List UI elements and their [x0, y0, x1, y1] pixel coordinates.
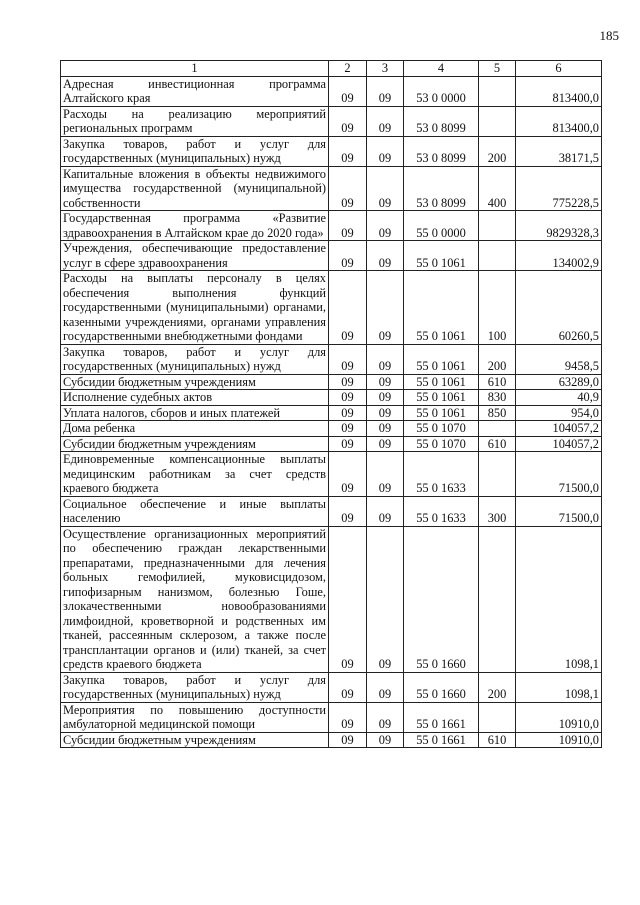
item-name: Дома ребенка [61, 421, 329, 437]
subsection-code: 09 [367, 271, 404, 345]
item-name: Капитальные вложения в объекты недвижимого имущества государственной (муниципальной) собственности [61, 166, 329, 211]
target-article-code: 55 0 1061 [404, 374, 479, 390]
target-article-code: 55 0 0000 [404, 211, 479, 241]
item-name: Закупка товаров, работ и услуг для государственных (муниципальных) нужд [61, 344, 329, 374]
subsection-code: 09 [367, 702, 404, 732]
section-code: 09 [329, 374, 367, 390]
target-article-code: 55 0 1660 [404, 526, 479, 672]
section-code: 09 [329, 211, 367, 241]
target-article-code: 55 0 1061 [404, 241, 479, 271]
table-row [61, 452, 602, 497]
column-header: 4 [404, 61, 479, 77]
expense-type-code: 610 [479, 732, 516, 748]
section-code: 09 [329, 241, 367, 271]
amount: 1098,1 [516, 672, 602, 702]
expense-type-code: 850 [479, 405, 516, 421]
item-name: Исполнение судебных актов [61, 390, 329, 406]
amount: 104057,2 [516, 436, 602, 452]
target-article-code: 55 0 1660 [404, 672, 479, 702]
amount: 60260,5 [516, 271, 602, 345]
section-code: 09 [329, 271, 367, 345]
subsection-code: 09 [367, 405, 404, 421]
item-name: Социальное обеспечение и иные выплаты населению [61, 496, 329, 526]
item-name: Субсидии бюджетным учреждениям [61, 374, 329, 390]
item-name: Мероприятия по повышению доступности амбулаторной медицинской помощи [61, 702, 329, 732]
expense-type-code: 200 [479, 672, 516, 702]
column-header: 6 [516, 61, 602, 77]
subsection-code: 09 [367, 436, 404, 452]
target-article-code: 55 0 1633 [404, 452, 479, 497]
expense-type-code [479, 211, 516, 241]
expense-type-code [479, 76, 516, 106]
subsection-code: 09 [367, 526, 404, 672]
target-article-code: 55 0 1061 [404, 390, 479, 406]
expense-type-code [479, 241, 516, 271]
subsection-code: 09 [367, 166, 404, 211]
amount: 813400,0 [516, 106, 602, 136]
expense-type-code [479, 526, 516, 672]
item-name: Субсидии бюджетным учреждениям [61, 436, 329, 452]
table-row [61, 526, 602, 672]
expense-type-code: 100 [479, 271, 516, 345]
table-row [61, 166, 602, 211]
subsection-code: 09 [367, 390, 404, 406]
item-name: Закупка товаров, работ и услуг для государственных (муниципальных) нужд [61, 672, 329, 702]
expense-type-code: 830 [479, 390, 516, 406]
section-code: 09 [329, 421, 367, 437]
subsection-code: 09 [367, 241, 404, 271]
subsection-code: 09 [367, 344, 404, 374]
column-header: 5 [479, 61, 516, 77]
page-number: 185 [599, 28, 619, 43]
target-article-code: 55 0 1061 [404, 405, 479, 421]
item-name: Учреждения, обеспечивающие предоставление услуг в сфере здравоохранения [61, 241, 329, 271]
column-header: 3 [367, 61, 404, 77]
table-row [61, 211, 602, 241]
amount: 40,9 [516, 390, 602, 406]
table-row [61, 241, 602, 271]
section-code: 09 [329, 452, 367, 497]
expense-type-code: 400 [479, 166, 516, 211]
item-name: Закупка товаров, работ и услуг для государственных (муниципальных) нужд [61, 136, 329, 166]
subsection-code: 09 [367, 452, 404, 497]
item-name: Расходы на реализацию мероприятий региональных программ [61, 106, 329, 136]
item-name: Единовременные компенсационные выплаты медицинским работникам за счет средств краевого бюджета [61, 452, 329, 497]
subsection-code: 09 [367, 106, 404, 136]
target-article-code: 53 0 8099 [404, 136, 479, 166]
target-article-code: 53 0 8099 [404, 166, 479, 211]
subsection-code: 09 [367, 672, 404, 702]
expense-type-code: 610 [479, 374, 516, 390]
section-code: 09 [329, 76, 367, 106]
amount: 71500,0 [516, 496, 602, 526]
amount: 9829328,3 [516, 211, 602, 241]
amount: 38171,5 [516, 136, 602, 166]
section-code: 09 [329, 496, 367, 526]
amount: 63289,0 [516, 374, 602, 390]
table-row [61, 374, 602, 390]
section-code: 09 [329, 732, 367, 748]
expense-type-code [479, 702, 516, 732]
table-row [61, 106, 602, 136]
table-row [61, 76, 602, 106]
section-code: 09 [329, 526, 367, 672]
table-row [61, 496, 602, 526]
section-code: 09 [329, 344, 367, 374]
table-header-row [61, 61, 602, 77]
section-code: 09 [329, 672, 367, 702]
expense-type-code: 300 [479, 496, 516, 526]
item-name: Субсидии бюджетным учреждениям [61, 732, 329, 748]
item-name: Адресная инвестиционная программа Алтайского края [61, 76, 329, 106]
expense-type-code: 200 [479, 344, 516, 374]
target-article-code: 53 0 0000 [404, 76, 479, 106]
subsection-code: 09 [367, 136, 404, 166]
amount: 104057,2 [516, 421, 602, 437]
target-article-code: 55 0 1661 [404, 702, 479, 732]
amount: 813400,0 [516, 76, 602, 106]
amount: 10910,0 [516, 702, 602, 732]
table-row [61, 702, 602, 732]
section-code: 09 [329, 702, 367, 732]
table-body [61, 76, 602, 748]
expense-type-code: 610 [479, 436, 516, 452]
section-code: 09 [329, 390, 367, 406]
subsection-code: 09 [367, 421, 404, 437]
section-code: 09 [329, 136, 367, 166]
expense-type-code [479, 452, 516, 497]
section-code: 09 [329, 405, 367, 421]
item-name: Государственная программа «Развитие здравоохранения в Алтайском крае до 2020 года» [61, 211, 329, 241]
target-article-code: 55 0 1661 [404, 732, 479, 748]
table-row [61, 421, 602, 437]
subsection-code: 09 [367, 732, 404, 748]
item-name: Уплата налогов, сборов и иных платежей [61, 405, 329, 421]
table-row [61, 344, 602, 374]
subsection-code: 09 [367, 211, 404, 241]
column-header: 1 [61, 61, 329, 77]
table-row [61, 390, 602, 406]
target-article-code: 55 0 1070 [404, 436, 479, 452]
subsection-code: 09 [367, 496, 404, 526]
target-article-code: 55 0 1633 [404, 496, 479, 526]
target-article-code: 53 0 8099 [404, 106, 479, 136]
amount: 9458,5 [516, 344, 602, 374]
amount: 134002,9 [516, 241, 602, 271]
amount: 10910,0 [516, 732, 602, 748]
expense-type-code [479, 421, 516, 437]
table-row [61, 271, 602, 345]
target-article-code: 55 0 1070 [404, 421, 479, 437]
subsection-code: 09 [367, 374, 404, 390]
expense-type-code: 200 [479, 136, 516, 166]
section-code: 09 [329, 106, 367, 136]
table-row [61, 672, 602, 702]
subsection-code: 09 [367, 76, 404, 106]
target-article-code: 55 0 1061 [404, 271, 479, 345]
expense-type-code [479, 106, 516, 136]
item-name: Осуществление организационных мероприятий по обеспечению граждан лекарственными препаратами, предназначенными для лечения больных гемофилией, муковисцидозом, гипофизарным нанизмом, болезнью Гоше, злокачественными новообразованиями лимфоидной, кроветворной и родственных им тканей, рассеянным склерозом, а также после трансплантации органов и (или) тканей, за счет средств краевого бюджета [61, 526, 329, 672]
table-row [61, 436, 602, 452]
amount: 1098,1 [516, 526, 602, 672]
section-code: 09 [329, 166, 367, 211]
amount: 71500,0 [516, 452, 602, 497]
amount: 954,0 [516, 405, 602, 421]
table-row [61, 136, 602, 166]
column-header: 2 [329, 61, 367, 77]
table-row [61, 732, 602, 748]
budget-table [60, 60, 602, 748]
table-row [61, 405, 602, 421]
amount: 775228,5 [516, 166, 602, 211]
item-name: Расходы на выплаты персоналу в целях обеспечения выполнения функций государственными (муниципальными) органами, казенными учреждениями, органами управления государственными внебюджетными фондами [61, 271, 329, 345]
target-article-code: 55 0 1061 [404, 344, 479, 374]
section-code: 09 [329, 436, 367, 452]
